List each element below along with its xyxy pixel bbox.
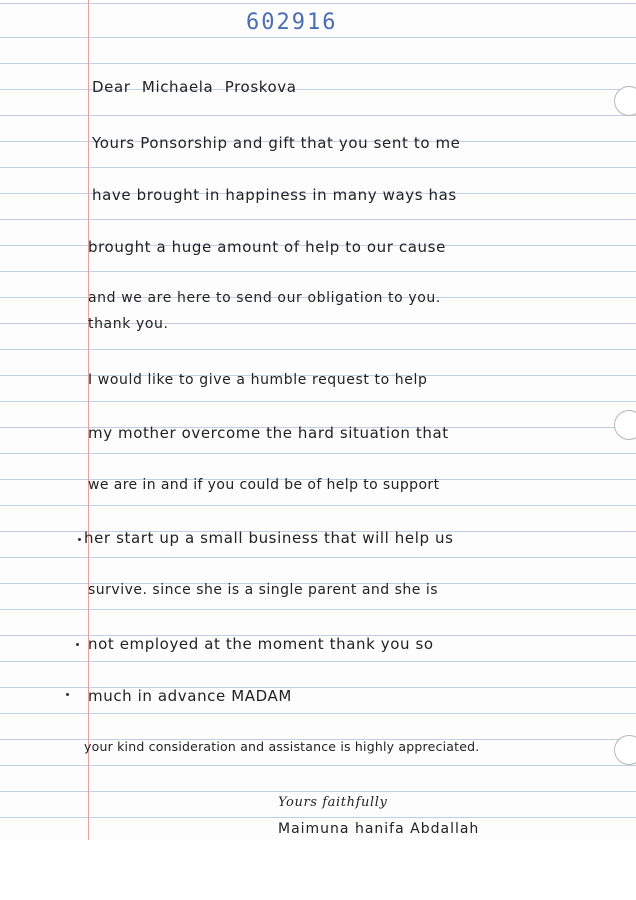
letter-line: much in advance MADAM [88,687,292,705]
signature-name: Maimuna hanifa Abdallah [278,821,480,837]
blank-area [0,840,636,900]
letter-line: survive. since she is a single parent and she is [88,582,439,598]
letter-line: my mother overcome the hard situation that [88,424,449,442]
reference-number: 602916 [246,10,338,35]
letter-line: and we are here to send our obligation to you. [88,290,441,306]
letter-line: her start up a small business that will help us [84,529,454,547]
letter-line: your kind consideration and assistance is highly appreciated. [84,739,480,754]
punch-hole [614,86,636,116]
letter-line: thank you. [88,316,169,332]
letter-line: Yours Ponsorship and gift that you sent to me [92,134,461,152]
margin-mark [78,538,81,541]
margin-mark [76,643,79,646]
salutation: Dear Michaela Proskova [92,78,297,96]
closing: Yours faithfully [278,795,388,810]
margin-rule [88,0,89,840]
letter-line: I would like to give a humble request to help [88,372,428,388]
letter-line: we are in and if you could be of help to support [88,477,440,493]
punch-hole [614,735,636,765]
letter-line: not employed at the moment thank you so [88,635,434,653]
letter-line: brought a huge amount of help to our cause [88,238,446,256]
letter-line: have brought in happiness in many ways has [92,186,457,204]
margin-mark [66,693,69,696]
punch-hole [614,410,636,440]
